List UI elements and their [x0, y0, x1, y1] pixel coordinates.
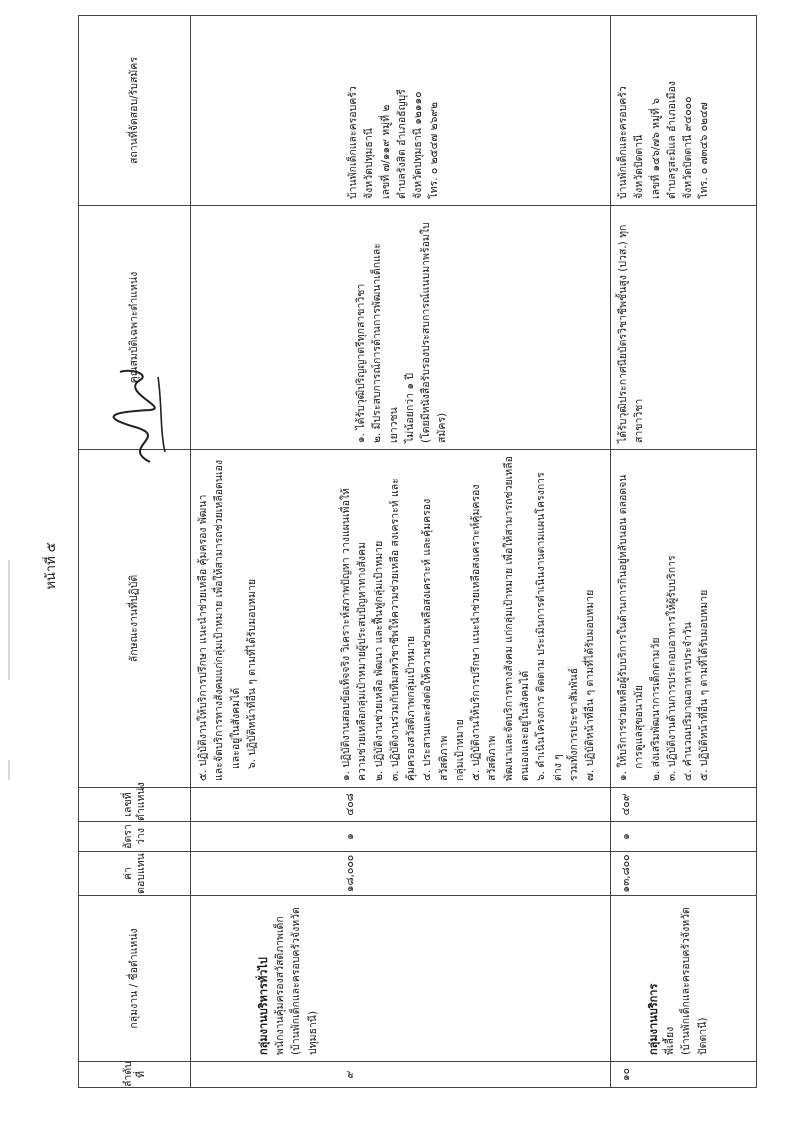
table-row: [611, 16, 757, 1088]
qualification-line: ๒. มีประสบการณ์การด้านการพัฒนาเด็กและเยาวชน: [371, 243, 400, 443]
duty-line: ๓. ปฏิบัติงานร่วมกับทีมสหวิชาชีพให้ความช่วยเหลือ สงเคราะห์ และ: [388, 478, 401, 781]
duty-line: ๔. คำนวณปริมาณอาหารประจำวัน: [682, 622, 695, 781]
row-position-no: ๔๐๙: [611, 788, 757, 822]
row-vacancies: ๑: [191, 822, 611, 852]
qualification-line: ไม่น้อยกว่า ๑ ปี: [403, 373, 416, 443]
location-line: โทร. ๐ ๒๕๔๗ ๒๖๙๒: [428, 102, 441, 199]
row-qualifications: [611, 206, 757, 450]
row-seq: ๑๐: [611, 1062, 757, 1088]
duty-line: ๒. ปฏิบัติงานช่วยเหลือ พัฒนา และฟื้นฟูกลุ่มเป้าหมาย: [372, 540, 385, 781]
header-group-position: กลุ่มงาน / ชื่อตำแหน่ง: [79, 896, 191, 1062]
group-name: กลุ่มงานบริหารทั่วไป: [257, 957, 270, 1055]
carry-duty-line: และจัดบริการทางสังคมแก่กลุ่มเป้าหมาย เพื่อให้สามารถช่วยเหลือตนเอง: [213, 459, 226, 781]
row-duties: [611, 450, 757, 788]
unit-name: (บ้านพักเด็กและครอบครัวจังหวัดปทุมธานี): [290, 907, 319, 1055]
header-vacancies: อัตราว่าง: [79, 822, 191, 852]
duty-line: คุ้มครองสวัสดิภาพกลุ่มเป้าหมาย: [405, 635, 418, 781]
row-qualifications: [191, 206, 611, 450]
header-duties: ลักษณะงานที่ปฏิบัติ: [79, 450, 191, 788]
header-salary: ค่าตอบแทน: [79, 852, 191, 896]
location-line: เลขที่ ๑๔๖/๗๖ หมู่ที่ ๖: [649, 98, 662, 199]
table-header-row: [79, 16, 191, 1088]
row-salary: ๑๘,๐๐๐: [191, 852, 611, 896]
duty-line: ๕. ปฏิบัติหน้าที่อื่น ๆ ตามที่ได้รับมอบหมาย: [698, 589, 711, 781]
row-duties: [191, 450, 611, 788]
qualification-line: ๑. ได้รับวุฒิปริญญาตรีทุกสาขาวิชา: [355, 283, 367, 443]
carry-duty-line: ๕. ปฏิบัติงานให้บริการปรึกษา แนะนำช่วยเหลือ คุ้มครอง พัฒนา: [197, 494, 209, 781]
position-name: พี่เลี้ยง: [664, 1026, 677, 1055]
duty-line: การดูแลสุขอนามัย: [633, 685, 646, 769]
location-line: บ้านพักเด็กและครอบครัว: [617, 86, 629, 199]
duty-line: พัฒนาและจัดบริการทางสังคม แก่กลุ่มเป้าหมาย เพื่อให้สามารถช่วยเหลือ: [502, 456, 515, 781]
location-line: ตำบลรูสะมิแล อำเภอเมือง: [665, 81, 678, 199]
row-group-position: [191, 896, 611, 1062]
row-location: [191, 16, 611, 206]
row-salary: ๑๓,๘๐๐: [611, 852, 757, 896]
unit-name: (บ้านพักเด็กและครอบครัวจังหวัดปัตตานี): [680, 907, 709, 1055]
qualification-line: ได้รับวุฒิประกาศนียบัตรวิชาชีพชั้นสูง (ปวส.) ทุกสาขาวิชา: [617, 224, 646, 443]
handwritten-signature: [80, 362, 190, 472]
location-line: จังหวัดปทุมธานี ๑๒๑๑๐: [412, 91, 425, 199]
header-qualifications: คุณสมบัติเฉพาะตำแหน่ง: [79, 206, 191, 450]
duty-line: ตนเองและอยู่ในสังคมได้: [518, 670, 531, 781]
location-line: จังหวัดปัตตานี ๙๔๐๐๐: [682, 96, 695, 199]
row-location: [611, 16, 757, 206]
vacancy-table: [78, 15, 757, 1088]
duty-line: กลุ่มเป้าหมาย: [453, 719, 466, 781]
carry-duty-line: และอยู่ในสังคมได้: [229, 687, 242, 769]
duty-line: ๑. ให้บริการช่วยเหลือผู้รับบริการในด้านการกินอยู่หลับนอน ตลอดจน: [617, 474, 629, 781]
table-row: [191, 16, 611, 1088]
row-group-position: [611, 896, 757, 1062]
location-line: เลขที่ ๗/๑๑๙ หมู่ที่ ๒: [379, 104, 392, 199]
row-vacancies: ๑: [611, 822, 757, 852]
location-line: ตำบลรังสิต อำเภอธัญบุรี: [395, 89, 408, 199]
duty-line: ๕. ปฏิบัติงานให้บริการปรึกษา แนะนำช่วยเหลือสงเคราะห์คุ้มครองสวัสดิภาพ: [470, 484, 499, 781]
location-line: โทร. ๐ ๗๓๔๖ ๐๒๔๗: [698, 102, 711, 199]
duty-line: ๒. ส่งเสริมพัฒนาการเด็กตามวัย: [649, 637, 662, 781]
duty-line: ๗. ปฏิบัติหน้าที่อื่น ๆ ตามที่ได้รับมอบหมาย: [584, 589, 597, 781]
location-line: บ้านพักเด็กและครอบครัว: [347, 86, 359, 199]
duty-line: ความช่วยเหลือกลุ่มเป้าหมายผู้ประสบปัญหาทางสังคม: [356, 542, 369, 781]
location-line: จังหวัดปทุมธานี: [363, 128, 376, 199]
row-seq: ๙: [191, 1062, 611, 1088]
duty-line: ๖. ดำเนินโครงการ ติดตาม ประเมินการดำเนินงานตามแผนโครงการต่าง ๆ: [535, 472, 564, 781]
header-position-no: เลขที่ตำแหน่ง: [79, 788, 191, 822]
position-name: พนักงานคุ้มครองสวัสดิภาพเด็ก: [274, 916, 287, 1055]
carry-duty-line: ๖. ปฏิบัติหน้าที่อื่น ๆ ตามที่ได้รับมอบหมาย: [245, 579, 258, 769]
duty-line: รวมทั้งการประชาสัมพันธ์: [567, 667, 580, 781]
header-location: สถานที่จัดสอบ/รับสมัคร: [79, 16, 191, 206]
location-line: จังหวัดปัตตานี: [633, 134, 646, 199]
duty-line: ๓. ปฏิบัติงานด้านการประกอบอาหารให้ผู้รับบริการ: [665, 555, 678, 781]
header-seq: ลำดับที่: [79, 1062, 191, 1088]
page-number: หน้าที่ ๕: [44, 542, 59, 590]
group-name: กลุ่มงานบริการ: [647, 983, 660, 1055]
duty-line: ๑. ปฏิบัติงานสอบข้อเท็จจริง วิเคราะห์สภาพปัญหา วางแผนเพื่อให้: [340, 488, 353, 781]
duty-line: ๔. ประสานและส่งต่อให้ความช่วยเหลือสงเคราะห์ และคุ้มครองสวัสดิภาพ: [421, 498, 450, 781]
row-position-no: ๔๐๘: [191, 788, 611, 822]
qualification-line: (โดยมีหนังสือรับรองประสบการณ์แนบมาพร้อมใบสมัคร): [420, 222, 449, 443]
